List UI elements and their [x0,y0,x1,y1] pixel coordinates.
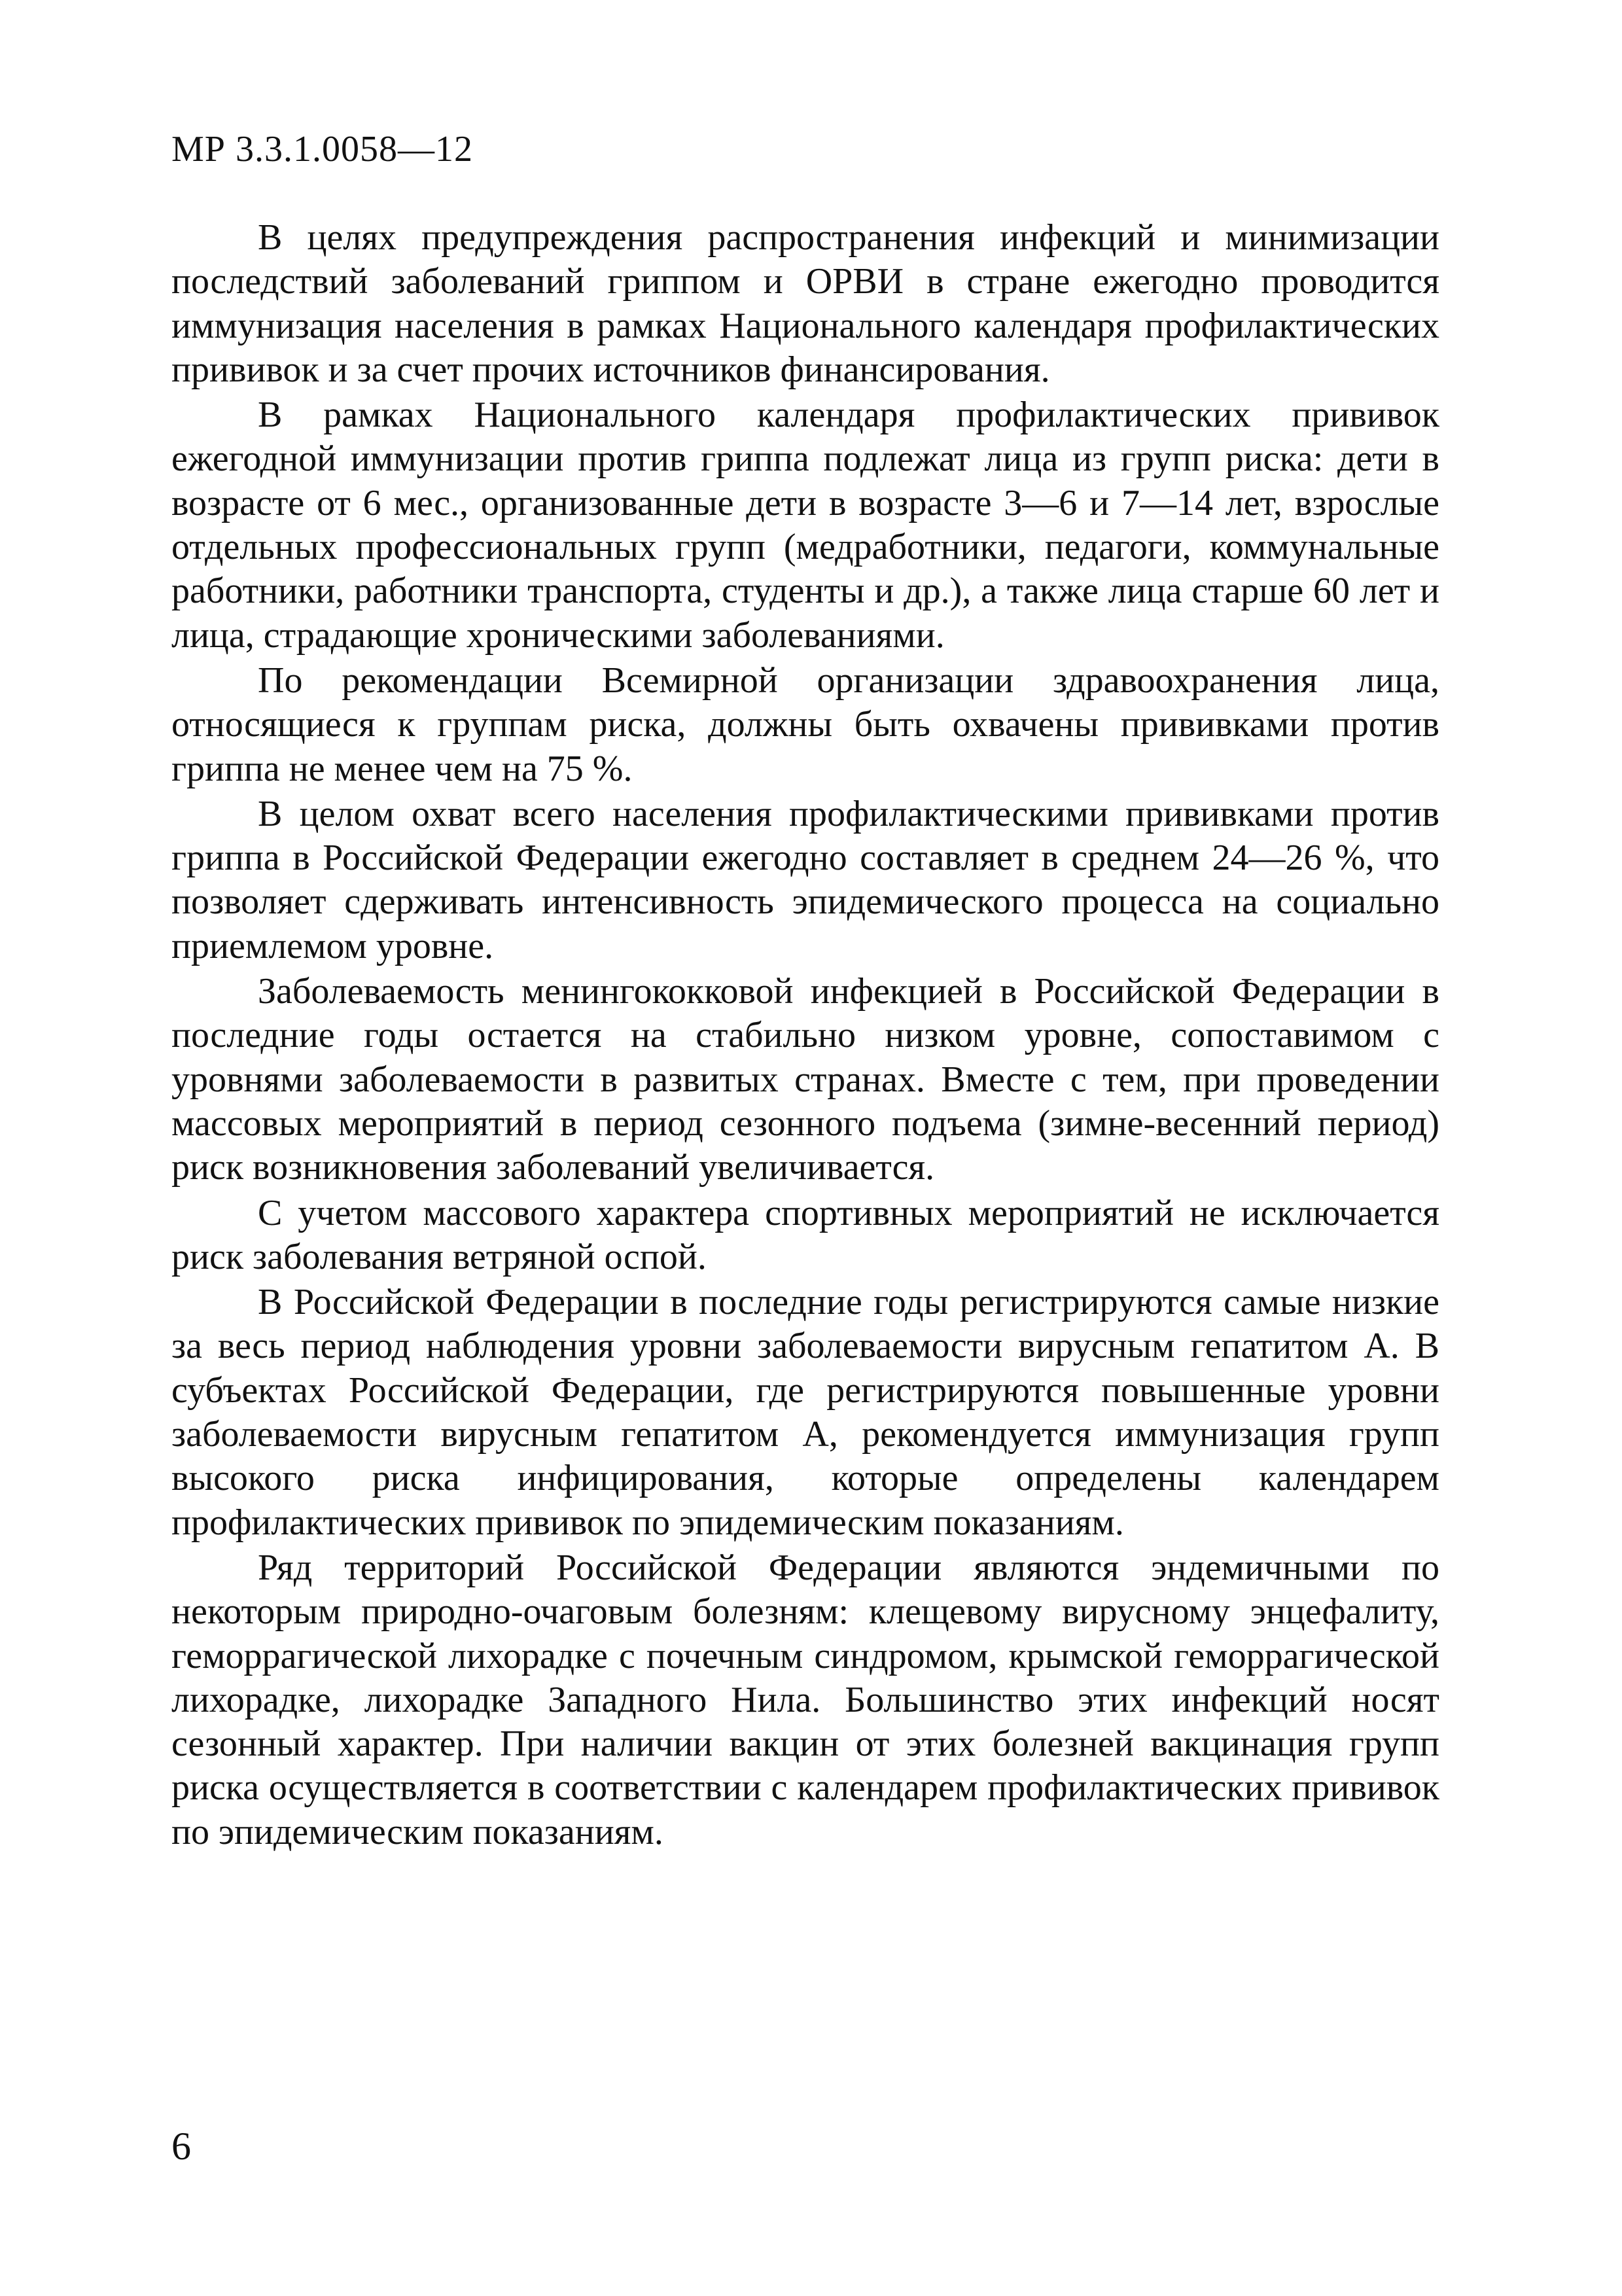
paragraph-hepatitis-a: В Российской Федерации в последние годы регистрируются самые низкие за весь период наблюдения уровни заболеваемости вирусным гепатитом А. В субъектах Российской Федерации, где регистрируются повышенные уровни заболеваемости вирусным гепатитом А, рекомендуется иммунизация групп высокого риска инфицирования, которые определены календарем профилактических прививок по эпидемическим показаниям. [171,1282,1439,1543]
document-header: МР 3.3.1.0058—12 [171,129,473,169]
paragraph-meningococcal: Заболеваемость менингококковой инфекцией в Российской Федерации в последние годы остается на стабильно низком уровне, сопоставимом с уровнями заболеваемости в развитых странах. Вместе с тем, при проведении массовых мероприятий в период сезонного подъема (зимне-весенний период) риск возникновения заболеваний увеличивается. [171,971,1439,1188]
paragraph-risk-groups: В рамках Национального календаря профилактических прививок ежегодной иммунизации против гриппа подлежат лица из групп риска: дети в возрасте от 6 мес., организованные дети в возрасте 3—6 и 7—14 лет, взрослые отдельных профессиональных групп (медработники, педагоги, коммунальные работники, работники транспорта, студенты и др.), а также лица старше 60 лет и лица, страдающие хроническими заболеваниями. [171,395,1439,656]
paragraph-flu-prevention: В целях предупреждения распространения инфекций и минимизации последствий заболеваний гриппом и ОРВИ в стране ежегодно проводится иммунизация населения в рамках Национального календаря профилактических прививок и за счет прочих источников финансирования. [171,217,1439,390]
page-number: 6 [171,2125,191,2168]
paragraph-chickenpox: С учетом массового характера спортивных мероприятий не исключается риск заболевания ветряной оспой. [171,1192,1439,1277]
document-body [171,216,1439,1854]
paragraph-vaccination-coverage: В целом охват всего населения профилактическими прививками против гриппа в Российской Федерации ежегодно составляет в среднем 24—26 %, что позволяет сдерживать интенсивность эпидемического процесса на социально приемлемом уровне. [171,793,1439,966]
paragraph-who-recommendation: По рекомендации Всемирной организации здравоохранения лица, относящиеся к группам риска, должны быть охвачены прививками против гриппа не менее чем на 75 %. [171,660,1439,789]
paragraph-natural-focal: Ряд территорий Российской Федерации являются эндемичными по некоторым природно-очаговым болезням: клещевому вирусному энцефалиту, геморрагической лихорадке с почечным синдромом, крымской геморрагической лихорадке, лихорадке Западного Нила. Большинство этих инфекций носят сезонный характер. При наличии вакцин от этих болезней вакцинация групп риска осуществляется в соответствии с календарем профилактических прививок по эпидемическим показаниям. [171,1547,1439,1852]
